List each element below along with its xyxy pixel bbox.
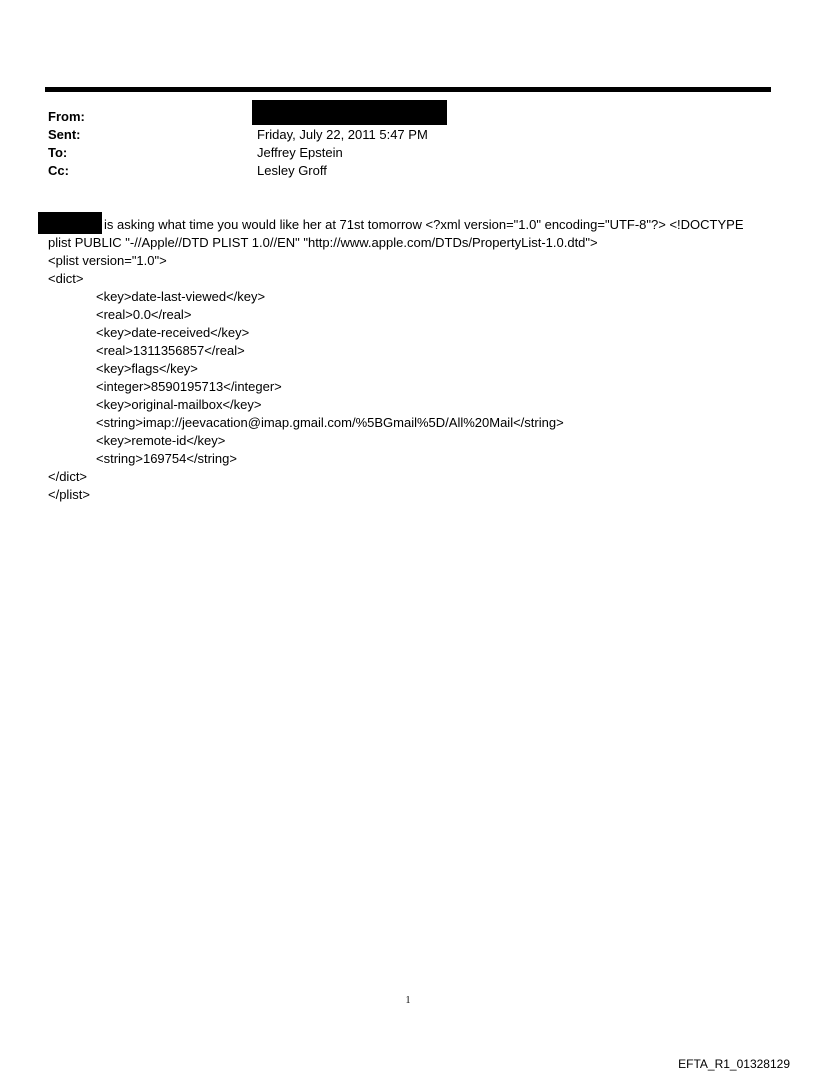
body-line: <plist version="1.0"> bbox=[48, 253, 167, 268]
from-label: From: bbox=[48, 109, 85, 124]
body-line: <real>1311356857</real> bbox=[96, 343, 245, 358]
body-line: </plist> bbox=[48, 487, 90, 502]
body-line: <key>original-mailbox</key> bbox=[96, 397, 262, 412]
body-line: <key>flags</key> bbox=[96, 361, 198, 376]
body-line: plist PUBLIC "-//Apple//DTD PLIST 1.0//EN" "http://www.apple.com/DTDs/PropertyList-1.0.dtd"> bbox=[48, 235, 598, 250]
body-line: <integer>8590195713</integer> bbox=[96, 379, 282, 394]
body-line: <real>0.0</real> bbox=[96, 307, 192, 322]
body-line: <string>169754</string> bbox=[96, 451, 237, 466]
body-line: <key>remote-id</key> bbox=[96, 433, 226, 448]
header-rule bbox=[45, 87, 771, 92]
redaction-box-from bbox=[252, 100, 447, 125]
page-number: 1 bbox=[405, 995, 411, 1006]
cc-label: Cc: bbox=[48, 163, 69, 178]
body-line: <key>date-received</key> bbox=[96, 325, 250, 340]
body-line: <key>date-last-viewed</key> bbox=[96, 289, 266, 304]
to-value: Jeffrey Epstein bbox=[257, 145, 343, 160]
email-body bbox=[48, 216, 778, 504]
body-line: is asking what time you would like her at 71st tomorrow <?xml version="1.0" encoding="UTF-8"?> <!DOCTYPE bbox=[104, 217, 744, 232]
body-line: <dict> bbox=[48, 271, 84, 286]
sent-value: Friday, July 22, 2011 5:47 PM bbox=[257, 127, 428, 142]
body-line: <string>imap://jeevacation@imap.gmail.com/%5BGmail%5D/All%20Mail</string> bbox=[96, 415, 564, 430]
sent-label: Sent: bbox=[48, 127, 81, 142]
body-line: </dict> bbox=[48, 469, 88, 484]
to-label: To: bbox=[48, 145, 68, 160]
document-id: EFTA_R1_01328129 bbox=[678, 1057, 790, 1071]
cc-value: Lesley Groff bbox=[257, 163, 327, 178]
